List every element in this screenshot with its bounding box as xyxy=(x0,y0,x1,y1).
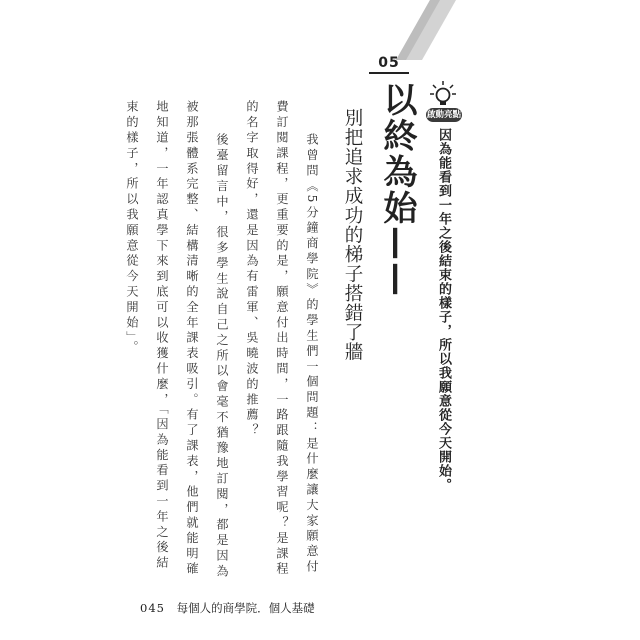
body-line: 後臺留言中，很多學生說自己之所以會毫不猶豫地訂閱，都是因為 xyxy=(215,133,229,580)
page-number: 045 xyxy=(140,601,165,615)
body-line: 被那張體系完整、結構清晰的全年課表吸引。有了課表，他們就能明確 xyxy=(185,100,199,578)
body-line: 地知道，一年認真學下來到底可以收獲什麼，「因為能看到一年之後結 xyxy=(155,100,169,572)
book-title: 每個人的商學院．個人基礎 xyxy=(176,601,315,615)
body-line: 的名字取得好，還是因為有雷軍、吳曉波的推薦？ xyxy=(245,100,259,439)
highlight-badge: 啟動亮點 xyxy=(426,110,461,120)
body-line: 費訂閱課程，更重要的是，願意付出時間，一路跟隨我學習呢？是課程 xyxy=(275,100,289,578)
corner-ribbon-decoration xyxy=(396,0,456,60)
lightbulb-icon xyxy=(430,80,456,110)
highlight-text: 因為能看到一年之後結束的樣子，所以我願意從今天開始。 xyxy=(436,128,451,492)
body-line: 我曾問《5分鐘商學院》的學生們一個問題：是什麼讓大家願意付 xyxy=(305,133,319,576)
body-line: 束的樣子，所以我願意從今天開始」。 xyxy=(125,100,139,356)
chapter-divider xyxy=(369,72,409,74)
page-footer xyxy=(140,600,315,616)
chapter-title: 以終為始—— xyxy=(377,82,417,298)
chapter-subtitle: 別把追求成功的梯子搭錯了牆 xyxy=(342,108,363,362)
chapter-number: 05 xyxy=(378,55,400,71)
